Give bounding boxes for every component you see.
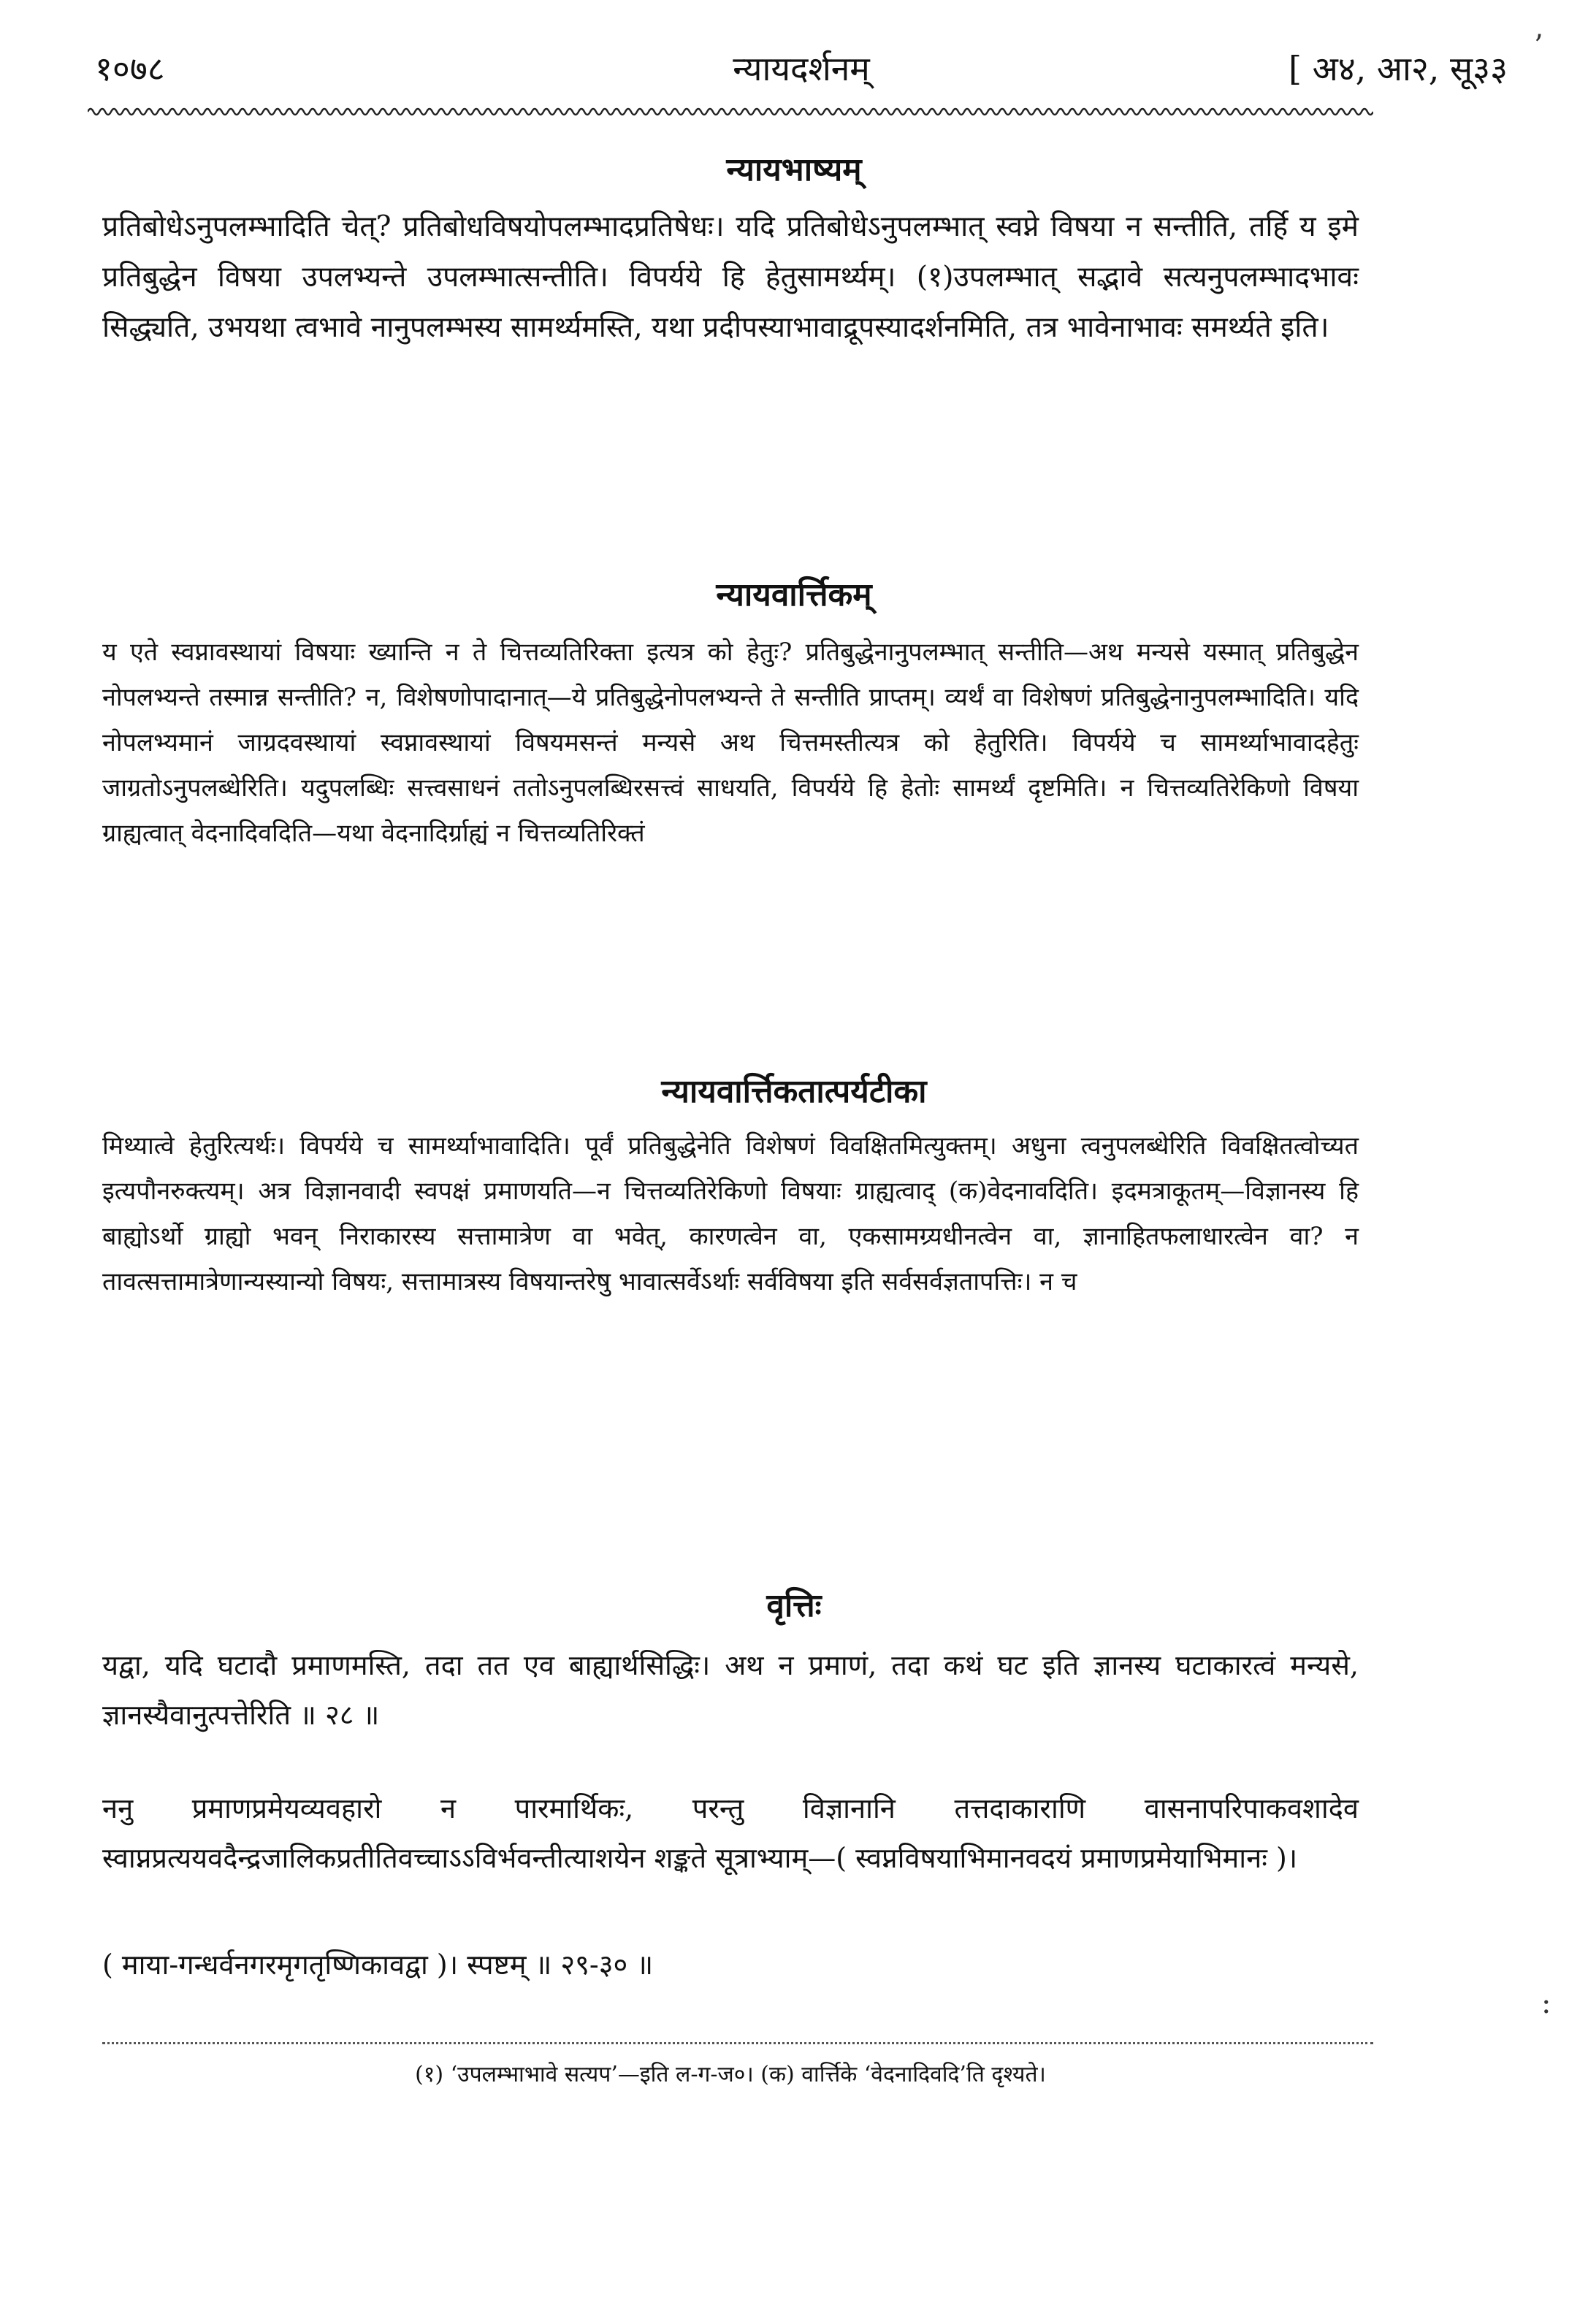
header-wavy-rule — [88, 104, 1373, 120]
section-text-tatparyatika: मिथ्यात्वे हेतुरित्यर्थः। विपर्यये च सामर्थ्याभावादिति। पूर्वं प्रतिबुद्धेनेति विशेषणं विवक्षितमित्युक्तम्। अधुना त्वनुपलब्धेरिति विवक्षितत्वोच्यत इत्यपौनरुक्त्यम्। अत्र विज्ञानवादी स्वपक्षं प्रमाणयति—न चित्तव्यतिरेकिणो विषयाः ग्राह्यत्वाद् (क)वेदनावदिति। इदमत्राकूतम्—विज्ञानस्य हि बाह्योऽर्थो ग्राह्यो भवन् निराकारस्य सत्तामात्रेण वा भवेत्, कारणत्वेन वा, एकसामग्र्यधीनत्वेन वा, ज्ञानाहितफलाधारत्वेन वा? न तावत्सत्तामात्रेणान्यस्यान्यो विषयः, सत्तामात्रस्य विषयान्तरेषु भावात्सर्वेऽर्थाः सर्वविषया इति सर्वसर्वज्ञतापत्तिः। न च — [102, 1131, 1359, 1296]
section-text-nyayabhashya: प्रतिबोधेऽनुपलम्भादिति चेत्? प्रतिबोधविषयोपलम्भादप्रतिषेधः। यदि प्रतिबोधेऽनुपलम्भात् स्वप्ने विषया न सन्तीति, तर्हि य इमे प्रतिबुद्धेन विषया उपलभ्यन्ते उपलम्भात्सन्तीति। विपर्यये हि हेतुसामर्थ्यम्। (१)उपलम्भात् सद्भावे सत्यनुपलम्भादभावः सिद्ध्यति, उभयथा त्वभावे नानुपलम्भस्य सामर्थ्यमस्ति, यथा प्रदीपस्याभावाद्रूपस्यादर्शनमिति, तत्र भावेनाभावः समर्थ्यते इति। — [102, 210, 1359, 344]
sutra-line: ( माया-गन्धर्वनगरमृगतृष्णिकावद्वा )। स्पष्टम् ॥ २९-३० ॥ — [102, 1949, 654, 1981]
section-title-vritti: वृत्तिः — [766, 1587, 822, 1624]
page-number: १०७८ — [95, 49, 165, 88]
section-title-tatparyatika: न्यायवार्त्तिकतात्पर्यटीका — [661, 1073, 927, 1110]
margin-mark-right: : — [1541, 1987, 1551, 2020]
margin-mark-top: ’ — [1534, 29, 1543, 63]
footnote: (१) ‘उपलम्भाभावे सत्यप’—इति ल-ग-ज०। (क) वार्त्तिके ‘वेदनादिवदि’ति दृश्यते। — [415, 2062, 1046, 2087]
running-title: न्यायदर्शनम् — [733, 49, 870, 88]
section-text-nyayavartika: य एते स्वप्नावस्थायां विषयाः ख्यान्ति न ते चित्तव्यतिरिक्ता इत्यत्र को हेतुः? प्रतिबुद्धेनानुपलम्भात् सन्तीति—अथ मन्यसे यस्मात् प्रतिबुद्धेन नोपलभ्यन्ते तस्मान्न सन्तीति? न, विशेषणोपादानात्—ये प्रतिबुद्धेनोपलभ्यन्ते ते सन्तीति प्राप्तम्। व्यर्थं वा विशेषणं प्रतिबुद्धेनानुपलम्भादिति। यदि नोपलभ्यमानं जाग्रदवस्थायां स्वप्नावस्थायां विषयमसन्तं मन्यसे अथ चित्तमस्तीत्यत्र को हेतुरिति। विपर्यये च सामर्थ्याभावादहेतुः जाग्रतोऽनुपलब्धेरिति। यदुपलब्धिः सत्त्वसाधनं ततोऽनुपलब्धिरसत्त्वं साधयति, विपर्यये हि हेतोः सामर्थ्यं दृष्टमिति। न चित्तव्यतिरेकिणो विषया ग्राह्यत्वात् वेदनादिवदिति—यथा वेदनादिर्ग्राह्यं न चित्तव्यतिरिक्तं — [102, 638, 1359, 848]
section-title-nyayabhashya: न्यायभाष्यम् — [726, 151, 862, 188]
section-text-vritti: यद्वा, यदि घटादौ प्रमाणमस्ति, तदा तत एव बाह्यार्थसिद्धिः। अथ न प्रमाणं, तदा कथं घट इति ज्ञानस्य घटाकारत्वं मन्यसे, ज्ञानस्यैवानुत्पत्तेरिति ॥ २८ ॥ — [102, 1649, 1359, 1731]
footnote-rule — [102, 2042, 1373, 2044]
closing-paragraph: ननु प्रमाणप्रमेयव्यवहारो न पारमार्थिकः, परन्तु विज्ञानानि तत्तदाकाराणि वासनापरिपाकवशादेव स्वाप्नप्रत्ययवदैन्द्रजालिकप्रतीतिवच्चाऽऽविर्भवन्तीत्याशयेन शङ्कते सूत्राभ्याम्—( स्वप्नविषयाभिमानवदयं प्रमाणप्रमेयाभिमानः )। — [102, 1792, 1359, 1874]
running-header — [95, 45, 1508, 96]
section-title-nyayavartika: न्यायवार्त्तिकम् — [716, 576, 872, 614]
section-reference: [ अ४, आ२, सू३३ — [1289, 49, 1508, 88]
